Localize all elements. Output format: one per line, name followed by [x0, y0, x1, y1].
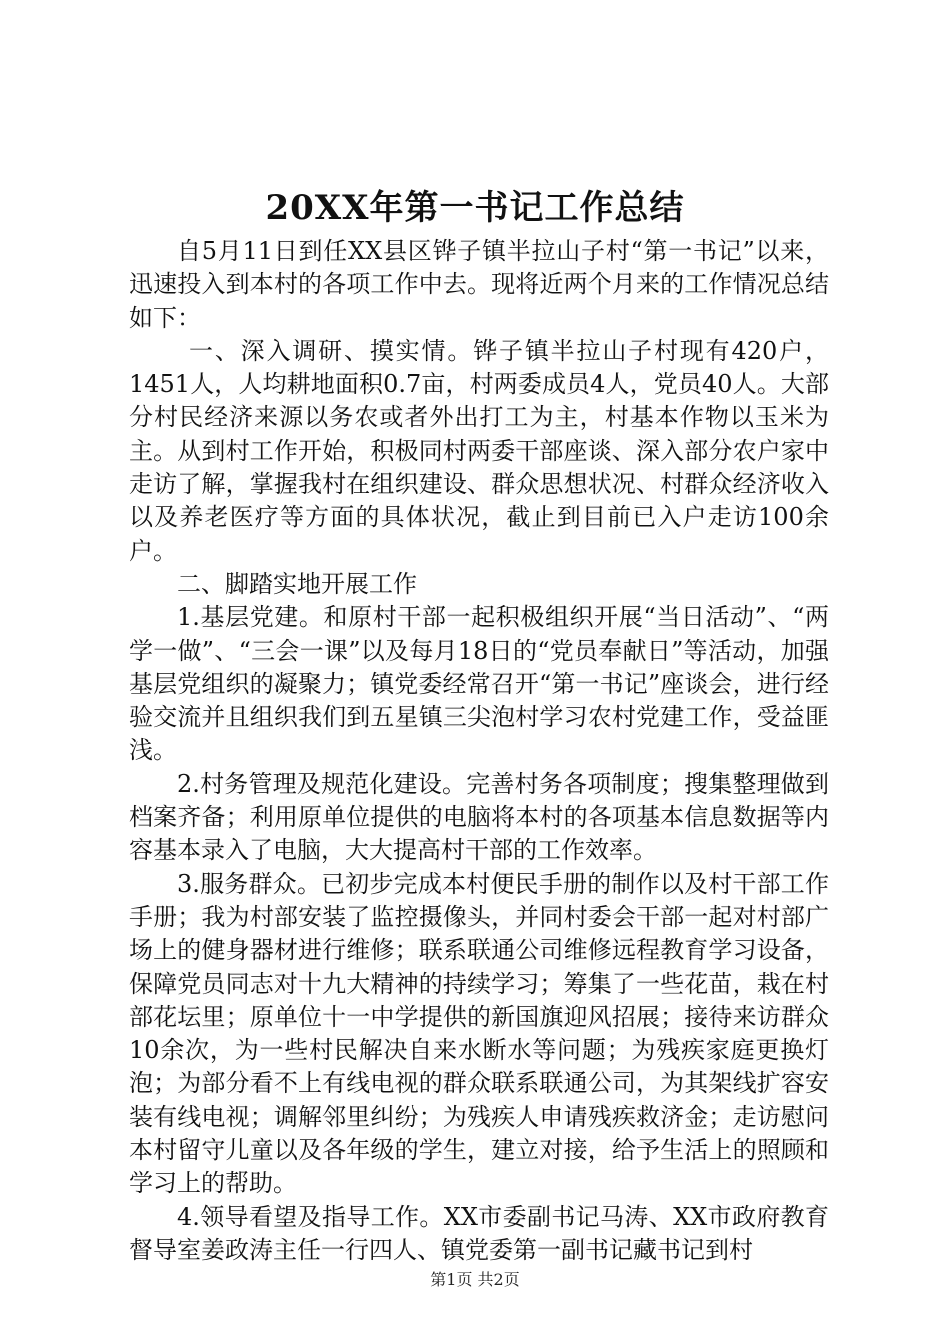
item-1-paragraph: 1.基层党建。和原村干部一起积极组织开展“当日活动”、“两学一做”、“三会一课”以及每月18日的“党员奉献日”等活动，加强基层党组织的凝聚力；镇党委经常召开“第一书记”座谈会，进行经验交流并且组织我们到五星镇三尖泡村学习农村党建工作，受益匪浅。: [129, 603, 829, 765]
section-2-heading: 二、脚踏实地开展工作: [177, 569, 417, 598]
page-title: 20XX年第一书记工作总结: [265, 188, 685, 228]
item-3-paragraph: 3.服务群众。已初步完成本村便民手册的制作以及村干部工作手册；我为村部安装了监控摄像头，并同村委会干部一起对村部广场上的健身器材进行维修；联系联通公司维修远程教育学习设备，保障党员同志对十九大精神的持续学习；筹集了一些花苗，栽在村部花坛里；原单位十一中学提供的新国旗迎风招展；接待来访群众10余次，为一些村民解决自来水断水等问题；为残疾家庭更换灯泡；为部分看不上有线电视的群众联系联通公司，为其架线扩容安装有线电视；调解邻里纠纷；为残疾人申请残疾救济金；走访慰问本村留守儿童以及各年级的学生，建立对接，给予生活上的照顾和学习上的帮助。: [129, 869, 829, 1198]
document-body: [129, 235, 829, 1267]
item-4-paragraph: 4.领导看望及指导工作。XX市委副书记马涛、XX市政府教育督导室姜政涛主任一行四人、镇党委第一副书记藏书记到村: [129, 1202, 829, 1264]
intro-paragraph: 自5月11日到任XX县区铧子镇半拉山子村“第一书记”以来，迅速投入到本村的各项工作中去。现将近两个月来的工作情况总结如下：: [129, 237, 829, 332]
item-2-paragraph: 2.村务管理及规范化建设。完善村务各项制度；搜集整理做到档案齐备；利用原单位提供的电脑将本村的各项基本信息数据等内容基本录入了电脑，大大提高村干部的工作效率。: [129, 769, 829, 865]
page-number-footer: 第1页 共2页: [430, 1270, 520, 1289]
section-1-paragraph: 一、深入调研、摸实情。铧子镇半拉山子村现有420户，1451人，人均耕地面积0.7亩，村两委成员4人，党员40人。大部分村民经济来源以务农或者外出打工为主，村基本作物以玉米为主。从到村工作开始，积极同村两委干部座谈、深入部分农户家中走访了解，掌握我村在组织建设、群众思想状况、村群众经济收入以及养老医疗等方面的具体状况，截止到目前已入户走访100余户。: [129, 336, 829, 565]
